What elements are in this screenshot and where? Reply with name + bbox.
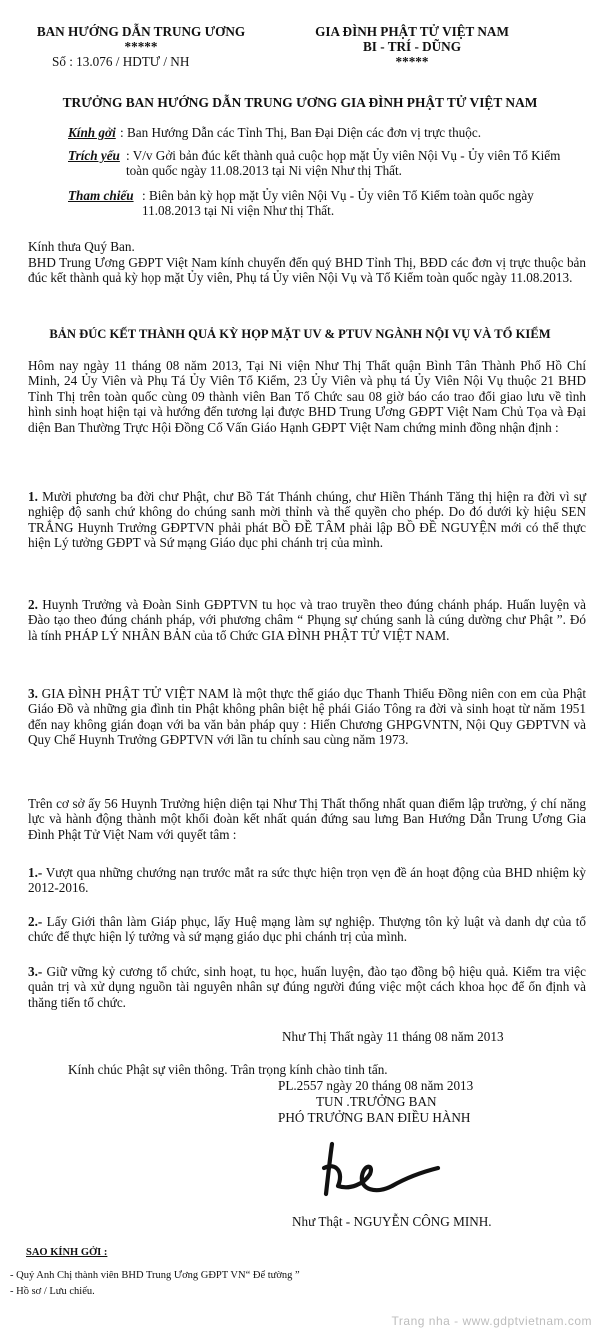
handwritten-signature xyxy=(310,1128,450,1208)
ref-label-trich-yeu: Trích yếu xyxy=(68,148,120,163)
ref-label-tham-chieu: Tham chiếu xyxy=(68,188,134,203)
point-2 xyxy=(28,597,586,643)
header-left-org: BAN HƯỚNG DẪN TRUNG ƯƠNG xyxy=(36,24,246,39)
sign-role-1: TUN .TRƯỞNG BAN xyxy=(316,1094,437,1109)
reference-number: Số : 13.076 / HDTƯ / NH xyxy=(52,54,190,69)
point-3-text: GIA ĐÌNH PHẬT TỬ VIỆT NAM là một thực thể giáo dục Thanh Thiếu Đồng niên con em của Phật Giáo Đồ và những gia đình tin Phật không phân biệt hệ phái Giáo Tông ra đời và sinh hoạt từ năm 1951 đến nay không gián đoạn với ba văn bản pháp quy : Hiến Chương GHPGVNTN, Nội Quy GĐPTVN và Quy Chế Huynh Trưởng GĐPTVN với lần tu chính sau cùng năm 1973. xyxy=(28,686,586,748)
point-2-text: Huynh Trưởng và Đoàn Sinh GĐPTVN tu học và trao truyền theo đúng chánh pháp. Huấn luyện và Đào tạo theo đúng chánh pháp, với phương châm “ Phụng sự chúng sanh là cúng dường chư Phật ”. Đó là tính PHÁP LÝ NHÂN BẢN của tổ Chức GIA ĐÌNH PHẬT TỬ VIỆT NAM. xyxy=(28,597,586,643)
resolve-2-text: Lấy Giới thân làm Giáp phục, lấy Huệ mạng làm sự nghiệp. Thượng tôn kỷ luật và danh dự của tổ chức để thực hiện lý tưởng và sứ mạng giáo dục phi chánh trị của mình. xyxy=(28,914,586,945)
header-right-org: GIA ĐÌNH PHẬT TỬ VIỆT NAM xyxy=(315,24,509,39)
resolve-3-number: 3.- xyxy=(28,964,43,979)
closing-line: Kính chúc Phật sự viên thông. Trân trọng kính chào tinh tấn. xyxy=(68,1062,388,1077)
cc-item: - Quý Anh Chị thành viên BHD Trung Ương GĐPT VN“ Để tường ” xyxy=(10,1270,300,1281)
point-3-number: 3. xyxy=(28,686,38,701)
header-left xyxy=(0,24,282,69)
ref-text-trich-yeu: : V/v Gởi bản đúc kết thành quả cuộc họp mặt Ủy viên Nội Vụ - Ủy viên Tổ Kiểm toàn quốc ngày 11.08.2013 tại Ni viện Như thị Thất. xyxy=(126,148,561,179)
point-1-number: 1. xyxy=(28,489,38,504)
signer-name: Như Thật - NGUYỄN CÔNG MINH. xyxy=(292,1214,492,1229)
header-right-motto: BI - TRÍ - DŨNG xyxy=(363,39,461,54)
section-title: BẢN ĐÚC KẾT THÀNH QUẢ KỲ HỌP MẶT UV & PTUV NGÀNH NỘI VỤ VÀ TỔ KIỂM xyxy=(49,327,551,341)
point-1 xyxy=(28,489,586,551)
cc-title: SAO KÍNH GỞI : xyxy=(26,1247,108,1258)
basis-paragraph: Trên cơ sở ấy 56 Huynh Trưởng hiện diện tại Như Thị Thất thống nhất quan điểm lập trường, ý chí năng lực và hành động thành một khối đoàn kết nhất quán đứng sau lưng Ban Hướng Dẫn Trung Ương Gia Đình Phật Tử Việt Nam với quyết tâm : xyxy=(28,796,586,842)
greeting: Kính thưa Quý Ban. xyxy=(28,239,135,254)
resolve-1-text: Vượt qua những chướng nạn trước mắt ra sức thực hiện trọn vẹn đề án hoạt động của BHD nhiệm kỳ 2012-2016. xyxy=(28,865,586,896)
sign-date: PL.2557 ngày 20 tháng 08 năm 2013 xyxy=(278,1078,474,1093)
intro-paragraph: BHD Trung Ương GĐPT Việt Nam kính chuyển đến quý BHD Tỉnh Thị, BĐD các đơn vị trực thuộc bản đúc kết thành quả kỳ họp mặt Ủy viên, Phụ tá Ủy viên Nội Vụ và Tổ Kiểm toàn quốc ngày 11.08.2013. xyxy=(28,255,586,286)
resolve-1 xyxy=(28,865,586,896)
main-title: TRƯỞNG BAN HƯỚNG DẪN TRUNG ƯƠNG GIA ĐÌNH PHẬT TỬ VIỆT NAM xyxy=(62,95,538,110)
resolve-1-number: 1.- xyxy=(28,865,43,880)
sign-role-2: PHÓ TRƯỞNG BAN ĐIỀU HÀNH xyxy=(278,1110,471,1125)
ref-text-kinh-goi: : Ban Hướng Dẫn các Tỉnh Thị, Ban Đại Diện các đơn vị trực thuộc. xyxy=(120,125,482,140)
point-1-text: Mười phương ba đời chư Phật, chư Bồ Tát Thánh chúng, chư Hiền Thánh Tăng thị hiện ra đời vì sự nghiệp độ sanh chứ không do chúng sanh mời thỉnh và thế quyền cho phép. Do đó dưới kỳ hiệu SEN TRẮNG Huynh Trưởng GĐPTVN phải phát BỒ ĐỀ TÂM phải lập BỒ ĐỀ NGUYỆN mới có thể thực hiện Lý tưởng GĐPT và Sứ mạng Giáo dục phi chánh trị của mình. xyxy=(28,489,586,551)
resolve-2 xyxy=(28,914,586,945)
opening-paragraph: Hôm nay ngày 11 tháng 08 năm 2013, Tại Ni viện Như Thị Thất quận Bình Tân Thành Phố Hồ Chí Minh, 24 Ủy Viên và Phụ Tá Ủy Viên Tổ Kiểm, 23 Ủy Viên và phụ tá Ủy Viên Nội Vụ thuộc 21 BHD Tỉnh Thị trên toàn quốc cùng 09 thành viên Ban Tổ Chức sau 08 giờ báo cáo trao đổi giao lưu về tình hình sinh hoạt hiện tại và hướng đến tương lại được BHD Trung Ương GĐPT Việt Nam Chủ Tọa và Đại diện Ban Thường Trực Hội Đồng Cố Vấn Giáo Hạnh GĐPT Việt Nam chứng minh đồng nhận định : xyxy=(28,358,586,435)
ref-label-kinh-goi: Kính gởi xyxy=(68,125,116,140)
point-2-number: 2. xyxy=(28,597,38,612)
header-left-stars: ***** xyxy=(124,39,158,54)
point-3 xyxy=(28,686,586,748)
resolve-3-text: Giữ vững kỷ cương tổ chức, sinh hoạt, tu học, huấn luyện, đào tạo đồng bộ hiệu quả. Kiểm tra việc quản trị và xử dụng nguồn tài nguyên nhân sự đúng người đúng việc một cách khoa học để ổn định và thăng tiến tổ chức. xyxy=(28,964,586,1010)
header-right xyxy=(296,24,528,69)
resolve-3 xyxy=(28,964,586,1010)
site-watermark: Trang nha - www.gdptvietnam.com xyxy=(391,1314,592,1328)
cc-item: - Hồ sơ / Lưu chiếu. xyxy=(10,1286,95,1297)
place-date: Như Thị Thất ngày 11 tháng 08 năm 2013 xyxy=(282,1029,504,1044)
ref-text-tham-chieu: : Biên bản kỳ họp mặt Ủy viên Nội Vụ - Ủy viên Tổ Kiểm toàn quốc ngày 11.08.2013 tại Ni viện Như thị Thất. xyxy=(142,188,534,219)
header-right-stars: ***** xyxy=(395,54,429,69)
resolve-2-number: 2.- xyxy=(28,914,43,929)
